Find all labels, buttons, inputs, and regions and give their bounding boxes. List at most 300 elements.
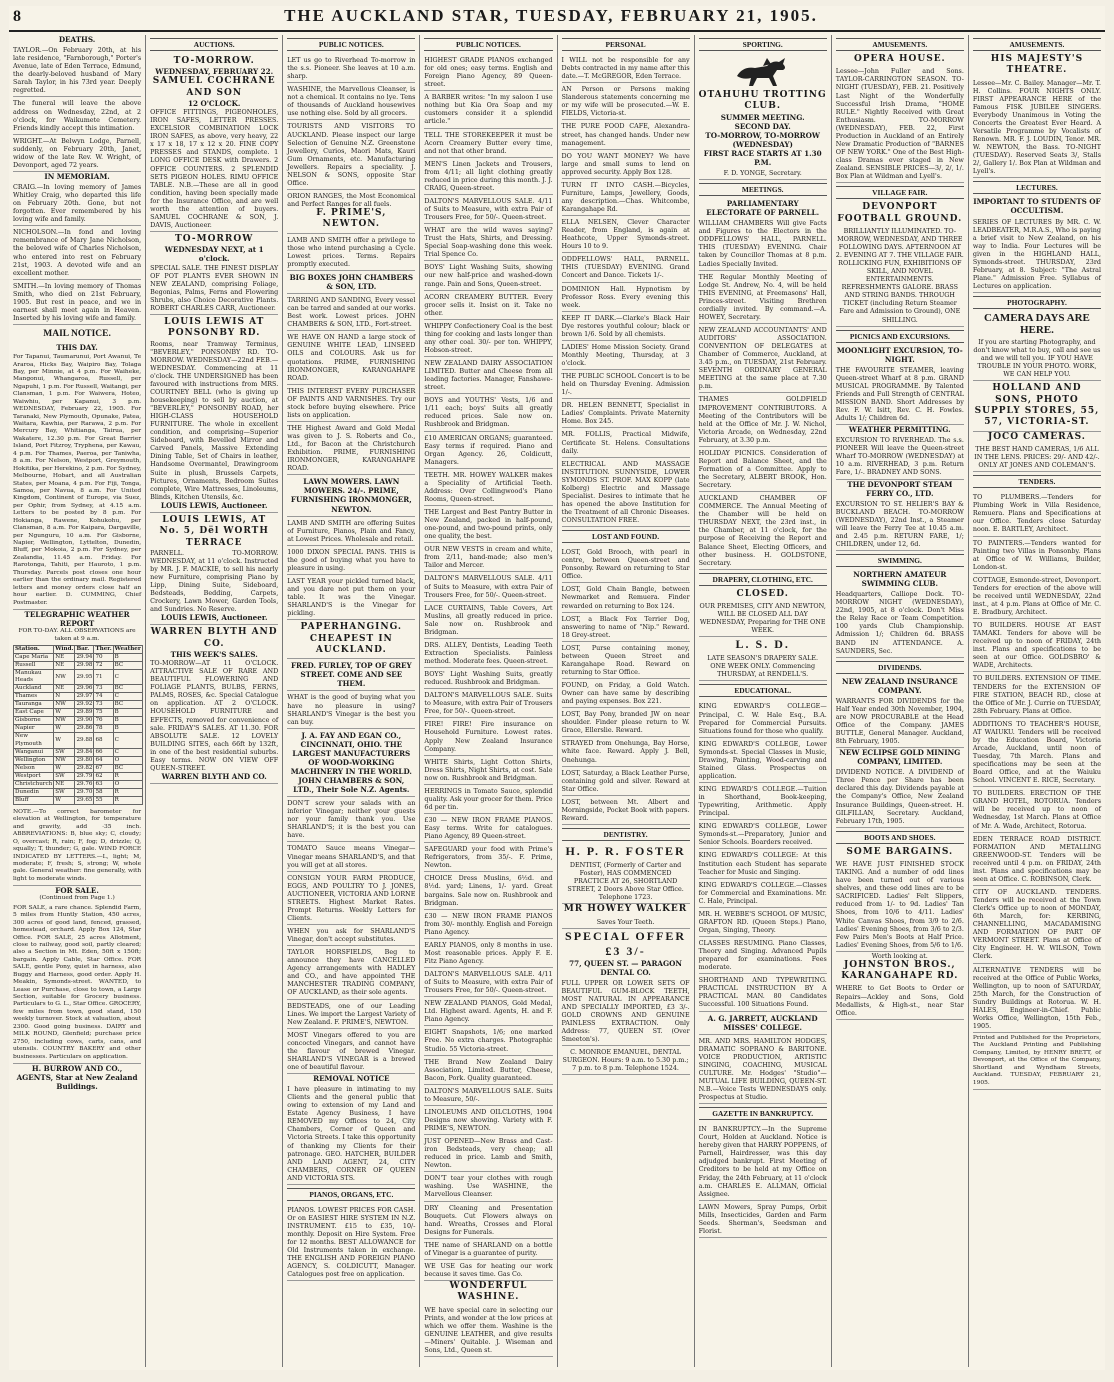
weather-cell: 29.76 [76, 780, 93, 787]
pianos-notice: PIANOS. LOWEST PRICES FOR CASH. Or on EASIEST HIRE SYSTEM IN N.Z. INSTRUMENT. £15 to £35, 10/- monthly. Deposit on Hire System. Free for 12 months. BEST ALLOWANCE for Old Instruments taken in exchange. THE ENGLISH AND FOREIGN PIANO AGENCY, S. COLDICUTT, Manager. Catalogues post free on application. [287, 1204, 415, 1282]
weather-cell: R [113, 796, 142, 804]
weather-cell: 29.90 [76, 717, 93, 724]
weather-row [14, 685, 143, 693]
notice: LAWN MOWERS. LAWN MOWERS. 24/-. PRIME, FURNISHING IRONMONGER, NEWTON. [287, 475, 415, 516]
notice: DRS. ALLEY, Dentists, Leading Teeth Extraction Specialists. Painless method. Moderate fees. Queen-street. [424, 639, 552, 668]
nz-insurance-body: WARRANTS FOR DIVIDENDS for the Half Year ended 30th November, 1904, are NOW PROCURABLE at the Head Office of the Company. JAMES BUTTLE, General Manager. Auckland, 8th February, 1905. [836, 695, 964, 748]
lost-notice: STRAYED from Onehunga, Bay Horse, white face. Reward. Apply J. Bell, Onehunga. [562, 737, 690, 766]
notice: LAST YEAR your pickled turned black, and you dare not put them on your table. It was the Vinegar. SHARLAND'S is the Vinegar for pickling. [287, 575, 415, 620]
boots-heading: BOOTS AND SHOES. [836, 831, 964, 844]
auction-title: TO-MORROW. [173, 56, 255, 66]
auction-body: PARNELL. TO-MORROW. WEDNESDAY, at 11 o'clock. Instructed by MR. J. F. MACKIE, to sell his nearly new Furniture, comprising Piano by Lipp, Dining Suite, Sideboard, Bedsteads, Bedding, Carpets, Crockery, Lawn Mower, Garden Tools, and Sundries. No Reserve. [150, 548, 279, 614]
notice: THE Largest and Best Pantry Butter in New Zealand, packed in half-pound, one-pound, and two-pound prints, only one quality, the best. [424, 506, 552, 543]
weather-cell: 75 [94, 709, 113, 717]
personal-notice: ELLA NELSEN, Clever Character Reader, from England, is again at Heathcote, Upper Symonds-street. Hours 10 to 9. [562, 216, 690, 253]
lost-found-heading: LOST AND FOUND. [562, 530, 690, 543]
weather-cell: 29.97 [76, 693, 93, 700]
personal-notice: AN Person or Persons making Slanderous statements concerning me or my wife will be prosecuted.—W. E. FIELDS, Victoria-st. [562, 83, 690, 120]
bargains-heading: SOME BARGAINS. [846, 846, 954, 857]
weather-cell: 66 [94, 748, 113, 756]
dividends-heading: DIVIDENDS. [836, 661, 964, 674]
weather-cell: 71 [94, 670, 113, 685]
weather-cell: 29.82 [76, 764, 93, 771]
auction-body: OFFICE FITTINGS, PIGEONHOLES, IRON SAFES, LETTER PRESSES. EXCELSIOR COMBINATION LOCK IRON SAFES, as above, very heavy, 22 x 17 x 18, 17 x 12 x 20. FINE COPY PRESSES and STANDS, complete. 1 LONG OFFICE DESK with Drawers. 2 OFFICE COUNTERS. 2 SPLENDID SETS PIGEON HOLES. RIMU OFFICE TABLE. N.B.—These are all in good condition, having been specially made for the Insurance Office, and are well worth the attention of buyers. SAMUEL COCHRANE & SON, J. DAVIS, Auctioneer. [150, 108, 279, 229]
personal-notice: I WILL not be responsible for any Debts contracted in my name after this date.—T. McGREGOR, Eden Terrace. [562, 54, 690, 83]
notice: ORION RANGES, the Most Economical and Perfect Ranges for all fuels. [287, 191, 416, 208]
personal-notice: LADIES' Home Mission Society. Grand Monthly Meeting, Thursday, at 3 o'clock. [562, 341, 690, 370]
lsd-heading: L. S. D. [735, 637, 790, 652]
weather-cell: 63 [94, 780, 113, 788]
notice: SAFEGUARD your food with Prime's Refrigerators, from 35/-. F. Prime, Newton. [424, 843, 552, 872]
notice: DALTON'S MARVELLOUS SALE. 4/11 of Suits to Measure, with extra Pair of Trousers Free, for 50/-. Queen-street. [424, 572, 552, 601]
meeting-notice: NEW ZEALAND ACCOUNTANTS' AND AUDITORS' ASSOCIATION. CONVENTION OF DELEGATES at Chamber of Commerce, Auckland, at 3.45 p.m., on TUESDAY, 21st February. SEVENTH ORDINARY GENERAL MEETING at the same place at 7.30 p.m. [699, 324, 827, 394]
weather-cell: NE [54, 780, 75, 788]
lectures-heading: LECTURES. [973, 181, 1101, 194]
notice: LACE CURTAINS, Table Covers, Art Muslins, all greatly reduced in price. Sale now on. Rushbrook and Bridgman. [424, 602, 552, 639]
notice: OUR NEW VESTS in cream and white, from 2/11, hand-made; also men's Tailor and Mercer. [424, 543, 552, 572]
weather-cell: Thames [14, 693, 54, 701]
meeting-body: WILLIAM CHAMBERS Will give Facts and Figures to the Electors in the ODDFELLOWS' HALL, PARNELL. THIS (TUESDAY) EVENING. Chair taken by Councillor Thomas at 8 p.m. Ladies Specially Invited. [699, 217, 827, 270]
weather-table [13, 645, 143, 805]
auction-body: Rooms, near Tramway Terminus, "BEVERLEY," PONSONBY RD. TO-MORROW. WEDNESDAY—22nd FEB.—WEDNESDAY. Commencing at 11 o'clock. THE UNDERSIGNED has been favoured with instructions from MRS. COURTNEY BELL (who is giving up housekeeping) to sell by auction, at "BEVERLEY," PONSONBY ROAD, her HIGH-CLASS HOUSEHOLD FURNITURE. The whole in excellent condition, and comprising—Superior Sideboard, with Bevelled Mirror and Carved Panels, Massive Extending Dining Table, Set of Chairs in leather, Handsome Overmantel, Drawingroom Suite in plush, Brussels Carpets, Pictures, Ornaments, Bedroom Suites complete, Wire Mattresses, Linoleums, Blinds, Kitchen Utensils, &c. [150, 339, 279, 501]
weather-cell: W [54, 796, 75, 804]
memoriam-notice: CRAIG.—In loving memory of James Whitley Craig, who departed this life on February 20th. Gone, but not forgotten. Ever remembered by his loving wife and family. [13, 181, 141, 226]
lost-notice: LOST, Bay Pony, branded JW on near shoulder. Finder please return to W. Grace, Ellerslie. Reward. [562, 708, 690, 737]
special-offer-heading: SPECIAL OFFER [565, 928, 687, 943]
weather-cell: 29.98 [76, 662, 93, 669]
death-notice: TAYLOR.—On February 20th, at his late residence, "Farnborough," Porter's Avenue, late of Eden Terrace, Edmund, the dearly-beloved husband of Mary Sarah Taylor, in his 73rd year. Deeply regretted. [13, 44, 141, 97]
weather-cell: SW [54, 788, 75, 796]
swimming-club: NORTHERN AMATEUR SWIMMING CLUB. [853, 570, 947, 589]
notice: NEW ZEALAND DAIRY ASSOCIATION LIMITED. Butter and Cheese from all leading factories. Manager, Fanshawe-street. [424, 357, 552, 394]
educational-notice: KING EDWARD'S COLLEGE, Lower Symonds-st. Special Classes in Music, Drawing, Painting, Wood-carving and Stained Glass. Prospectus on application. [699, 738, 827, 783]
weather-col-header: Station. [14, 645, 54, 653]
auction-time: 12 O'CLOCK. [187, 99, 241, 109]
personal-notice: ODDFELLOWS' HALL, PARNELL. THIS (TUESDAY) EVENING. Grand Concert and Dance. Tickets 1/-. [562, 253, 690, 282]
personal-notice: KEEP IT DARK.—Clarke's Black Hair Dye restores youthful colour; black or brown 1/6. Sold by all chemists. [562, 312, 690, 341]
bargains-body: WE HAVE JUST FINISHED STOCK TAKING. And a number of odd lines have been turned out of various shelves, and these odd lines are to be SACRIFICED. Ladies' Felt Slippers, reduced from 1/- to 9d. Ladies' Tan Shoes, from 10/6 to 4/11. Ladies' White Canvas Shoes, from 3/9 to 2/6. Ladies' Evening Shoes, from 3/6 to 2/3. Few Pairs Men's Boots at Half Price. Ladies' Evening Shoes, from 5/6 to 1/6. [836, 858, 964, 952]
lost-notice: LOST, a Black Fox Terrier Dog, answering to name of "Nip." Reward. 18 Grey-street. [562, 613, 690, 642]
weather-cell: 29.96 [76, 685, 93, 692]
notice: ACORN CREAMERY BUTTER. Every grocer sells it. Insist on it. Take no other. [424, 291, 552, 320]
notice: TELL THE STOREKEEPER it must be Acorn Creamery Butter every time, and not that other brand. [424, 129, 552, 158]
notice: HERRINGS in Tomato Sauce, splendid quality. Ask your grocer for them. Price 6d per tin. [424, 785, 552, 814]
tender-notice: ADDITIONS TO TEACHER'S HOUSE, AT WAIUKU. Tenders will be received by the Education Board, Victoria Arcade, Auckland, until noon of Tuesday, 7th March. Plans and specifications may be seen at the Board Office, and at the Waiuku School. VINCENT E. RICE, Secretary. [973, 718, 1101, 788]
weather-cell: Nelson [14, 764, 54, 772]
notice: A BARBER writes: "In my saloon I use nothing but Kia Ora Soap and my customers consider it a splendid article." [424, 91, 552, 128]
notice: LET us go to Riverhead To-morrow in the s.s. Pioneer. She leaves at 10 a.m. sharp. [287, 54, 415, 83]
page-number: 8 [13, 8, 21, 25]
weather-report-sub: FOR TO-DAY. ALL OBSERVATIONS are taken at 9 a.m. [18, 628, 136, 642]
swimming-body: Headquarters, Calliope Dock. TO-MORROW NIGHT (WEDNESDAY), 22nd, 1905, at 8 o'clock. Don't Miss the Relay Race or Team Competition. 100 yards Club Championship. Admission 1/; Children 6d. BRASS BAND IN ATTENDANCE. A. SAUNDERS, Sec. [836, 588, 964, 658]
memoriam-notice: NICHOLSON.—In fond and loving remembrance of Mary Jane Nicholson, the beloved wife of Charles Nicholson, who entered into rest on February 21st, 1903. A devoted wife and an excellent mother. [13, 226, 141, 279]
educational-notice: KING EDWARD'S COLLEGE—Principal, C. W. Hale Esq., B.A. Prepared for Commercial Pursuits. Situations found for those who qualify. [699, 700, 827, 737]
auction-body: TO-MORROW—AT 11 O'CLOCK. ATTRACTIVE SALE OF RARE AND BEAUTIFUL FLOWERING AND FOLIAGE PLANTS, BULBS, FERNS, PALMS, ROSES, &c. Special Catalogue on application. AT 2 O'CLOCK. HOUSEHOLD FURNITURE and EFFECTS, removed for convenience of sale. FRIDAY'S SALES. AT 11.30. FOR ABSOLUTE SALE. 12 LOVELY BUILDING SITES, each 66ft by 132ft, in one of the best residential suburbs. Easy terms. NOW ON VIEW OFF QUEEN-STREET. [150, 659, 279, 772]
weather-permitting: WEATHER PERMITTING. [848, 425, 951, 435]
weather-cell: Tauranga [14, 701, 54, 709]
weather-cell: NW [54, 670, 75, 685]
weather-cell: C [113, 693, 142, 701]
lawn-notice: LAWN Mowers, Spray Pumps, Orbit Mills, Insecticides, Garden and Farm Seeds. Sherman's, Seedsman and Florist. [699, 1201, 827, 1238]
weather-row [14, 764, 143, 772]
notice: DON'T tear your clothes with rough washing. Use WASHINE, the Marvellous Cleanser. [424, 1172, 552, 1201]
mail-notice-body: For Tapanui, Taumarunui, Port Awanui, Te Araroa, Hicks Bay, Waipiro Bay, Tolaga Bay, per Minnie, at 4 p.m. For Waiheke, Mangonui, Whangaroa, Russell, per Ngapuhi, 1 p.m. For Russell, Waitangi, per Clansman, 1 p.m. For Waiwera, Hoteo, Waiwhiu, per Kapanui, 3 p.m. WEDNESDAY, February 22, 1905. For Taranaki, New Plymouth, Opunake, Patea, Waitara, Kawhia, per Rarawa, 2 p.m. For Mercury Bay, Whitianga, Tairua, per Wakatere, 12.30 p.m. For Great Barrier Island, Port Fitzroy, Tryphena, per Kawau, 4 p.m. For Thames, Paeroa, per Taniwha, 8 a.m. For Nelson, Westport, Greymouth, Hokitika, per Herekino, 2 p.m. For Sydney, Melbourne, Hobart, and all Australian States, per Moana, 4 p.m. For Fiji, Tonga, Samoa, per Navua, 8 a.m. For United Kingdom, Continent of Europe, via Suez, per Ophir, from Sydney, at 4.15 a.m. Letters to be posted by 8 p.m. For Hokianga, Rawene, Kohukohu, per Clansman, 8 a.m. For Kaipara, Dargaville, per Ngunguru, 10 a.m. For Gisborne, Napier, Wellington, Lyttelton, Dunedin, Bluff, per Mokoia, 2 p.m. For Sydney, per Zealandia, 11.45 a.m. Friday. For Rarotonga, Tahiti, per Hauroto, 1 p.m. Thursday. Parcels post closes one hour earlier than the ordinary mail. Registered letters and money orders close half an hour earlier. D. CUMMING, Chief Postmaster. [13, 352, 141, 610]
weather-cell: W [54, 764, 75, 772]
weather-cell: Auckland [14, 685, 54, 693]
meeting-notice: THAMES GOLDFIELD IMPROVEMENT CONTRIBUTORS. A Meeting of the Contributors will be held at the Office of Mr. J. W. Nichol, Victoria Arcade, on Wednesday, 22nd February, at 3.30 p.m. [699, 393, 827, 446]
notice: WE HAVE ON HAND a large stock of GENUINE WHITE LEAD, LINSEED OILS and COLOURS. Ask us for quotations. PRIME, FURNISHING IRONMONGER, KARANGAHAPE ROAD. [287, 331, 415, 384]
educational-notice: CLASSES RESUMING. Piano Classes, Theory and Singing. Advanced Pupils prepared for examinations. Fees moderate. [699, 937, 827, 974]
amusements-heading: AMUSEMENTS. [973, 38, 1101, 51]
weather-cell: O [113, 756, 142, 764]
weather-row [14, 788, 143, 796]
meetings-heading: MEETINGS. [699, 183, 827, 196]
weather-cell: SW [54, 772, 75, 780]
notice: DON'T screw your salads with an inferior Vinegar; neither your guests nor your family thank you. Use SHARLAND'S; it is the best you can have. [287, 797, 415, 842]
weather-cell: Bluff [14, 796, 54, 804]
notice: BIG BOXES JOHN CHAMBERS & SON, LTD. [287, 271, 415, 294]
notice: MOST Vinegars offered to you are concocted Vinegars, and cannot have the flavour of brewed Vinegar. SHARLAND'S VINEGAR is a brewed one of beautiful flavour. [287, 1029, 415, 1074]
joco-body: THE BEST HAND CAMERAS, 1/6 ALL IN THE LENS. PRICES: 29/- AND 42/-. ONLY AT JONES AND COLEMAN'S. [973, 443, 1101, 472]
weather-cell: C [113, 748, 142, 756]
for-sale-body: FOR SALE, a rare chance. Splendid Farm, 5 miles from Huntly Station, 450 acres, 300 acres of good land, fenced, grassed, homestead, orchard. Apply Box 124, Star Office. FOR SALE, 25 acres Allotment, close to railway, good soil, partly cleared; also a Section in Mt. Eden, 50ft x 150ft; bargain. Apply Cable, Star Office. FOR SALE, gentle Pony, quiet in harness, also Buggy and Harness, good order. Apply H. Meakin, Symonds-street. WANTED, to Lease or Purchase, close to town, a Large Section, suitable for Grocery business. Particulars to G. L., Star Office. GROCERY, few miles from town, good stand, 150 weekly turnover. Stock at valuation, about 2300. Good going business. DAIRY and MILK ROUND, Glenfield; purchase price 2750, including cows, carts, cans, and utensils. COUNTRY BAKERY and other businesses. Particulars on application. [13, 903, 141, 1064]
weather-cell: 29.88 [75, 733, 94, 748]
notice: WHITE Shirts, Light Cotton Shirts, Dress Shirts, Night Shirts, at cost. Sale now on. Rushbrook and Bridgman. [424, 756, 552, 785]
notice: FIRE! FIRE! Fire insurance on Household Furniture. Lowest rates. Apply New Zealand Insurance Company. [424, 718, 552, 755]
dentist-name: H. P. R. FOSTER [565, 843, 686, 858]
auction-firm: LOUIS LEWIS, AT No. 5, Dël WORTH TERRACE [159, 514, 269, 548]
weather-cell: N [54, 693, 75, 701]
weather-cell: 72 [94, 662, 113, 670]
weather-cell: SW [54, 748, 75, 756]
jarrett-notice: A. G. JARRETT, AUCKLAND MISSES' COLLEGE. [699, 1012, 827, 1035]
personal-notice: DOMINION Hall. Hypnotism by Professor Ross. Every evening this week. [562, 283, 690, 312]
column-5 [558, 35, 695, 1367]
weather-cell: NW [54, 701, 75, 709]
weather-cell: 29.94 [76, 653, 93, 660]
notice: DALTON'S MARVELLOUS SALE. 4/11 of Suits to Measure, with extra Pair of Trousers Free, for 50/-. Queen-street. [424, 195, 552, 224]
weather-cell: 29.65 [76, 796, 93, 803]
gold-mining: NEW ECLIPSE GOLD MINING COMPANY, LIMITED. [839, 748, 961, 767]
photography-heading: PHOTOGRAPHY. [973, 296, 1101, 309]
auction-firm: WARREN BLYTH AND CO. [150, 627, 278, 649]
notice: DRY Cleaning and Presentation Bouquets. Cut Flowers always on hand. Wreaths, Crosses and Floral Designs for Funerals. [424, 1202, 552, 1239]
trotting-time: FIRST RACE STARTS AT 1.30 P.M. [703, 148, 822, 167]
racehorse-icon [733, 54, 793, 88]
weather-cell: BC [113, 662, 142, 670]
meeting-notice: AUCKLAND CHAMBER OF COMMERCE. The Annual Meeting of the Chamber will be held on THURSDAY NEXT, the 23rd inst., in the Chamber, at 11 o'clock, for the purpose of Receiving the Report and Balance Sheet, Electing Officers, and other business. H. GOLDSTONE, Secretary. [699, 492, 827, 570]
notice: LAMB AND SMITH are offering Suites of Furniture, Pianos, Plain and Fancy, at Lowest Prices. Wholesale and retail. [287, 517, 415, 546]
tender-notice: TO PLUMBERS.—Tenders for Plumbing Work in Villa Residence, Remuera. Plans and Specifications at our Office. Tenders close Saturday noon. E. BARTLEY, Architect. [973, 491, 1101, 536]
weather-cell: W [54, 725, 75, 733]
dentistry-heading: DENTISTRY. [562, 828, 690, 841]
deaths-heading: DEATHS. [58, 35, 96, 44]
weather-cell: 29.92 [76, 701, 93, 708]
notice-signature: F. PRIME'S, NEWTON. [316, 208, 387, 230]
weather-cell: BC [113, 685, 142, 693]
camera-days: CAMERA DAYS ARE HERE. [983, 312, 1090, 337]
educational-notice: MR. H. WEBBE'S SCHOOL OF MUSIC, GRAFTON RD. (Queen Steps.) Piano, Organ, Singing, Theory. [699, 908, 827, 937]
death-notice: WRIGHT.—At Belwyn Lodge, Parnell, suddenly, on February 20th, Janet, widow of the late Rev. W. Wright, of Devonport, aged 72 years. [13, 135, 141, 172]
worth-looking: Worth looking at. [871, 951, 928, 960]
weather-cell: 64 [94, 756, 113, 764]
educational-notice: KING EDWARD'S COLLEGE.—Tuition in Shorthand, Book-keeping, Typewriting, Arithmetic. Apply Principal. [699, 783, 827, 820]
lost-notice: LOST, between Mt. Albert and Morningside, Pocket Book with papers. Reward. [562, 796, 690, 825]
weather-cell: Russell [14, 662, 54, 670]
weather-cell: NE [54, 662, 75, 670]
weather-cell: W [54, 733, 75, 748]
notice: £30 — NEW IRON FRAME PIANOS. Easy terms. Write for catalogues. Piano Agency, 89 Queen-street. [424, 814, 552, 843]
weather-note: NOTE.—To correct barometer for elevation at Wellington, for temperature and gravity, add ·35 inch. ABBREVIATIONS: B, blue sky; C, cloudy; O, overcast; R, rain; F, fog; D, drizzle; Q, squally; T, thunder; G, gale. WIND FORCE INDICATED BY LETTERS.—L, light; M, moderate; F, fresh; S, strong; W, whole gale. General weather: fine generally, with light to moderate winds. [13, 807, 141, 886]
for-sale-sub: (Continued from Page 1.) [39, 895, 115, 902]
notice: THE name of SHARLAND on a bottle of Vinegar is a guarantee of purity. [424, 1239, 552, 1260]
notice: DALTON'S MARVELLOUS SALE. 4/11 of Suits to Measure, with extra Pair of Trousers Free, for 50/-. Queen-street. [424, 968, 552, 997]
weather-cell: Manukau Heads [14, 670, 54, 685]
trotting-day: SECOND DAY. [734, 121, 791, 131]
column-6 [695, 35, 832, 1367]
his-majestys: HIS MAJESTY'S THEATRE. [990, 54, 1084, 76]
weather-row [14, 662, 143, 670]
weather-cell: 29.70 [76, 788, 93, 795]
weather-cell: Dunedin [14, 788, 54, 796]
column-4 [420, 35, 557, 1367]
weather-row [14, 780, 143, 788]
weather-cell: Napier [14, 725, 54, 733]
notice: LAMB AND SMITH offer a privilege to those who intend purchasing a Cycle. Lowest prices. Terms. Repairs promptly executed. [287, 234, 415, 271]
weather-cell: Westport [14, 772, 54, 780]
notice: TOMATO Sauce means Vinegar—Vinegar means SHARLAND'S, and that you will get at all stores. [287, 842, 415, 871]
weather-row [14, 733, 143, 748]
personal-notice: THE PURE FOOD CAFE, Alexandra-street, has changed hands. Under new management. [562, 120, 690, 149]
auction-body: SPECIAL SALE. THE FINEST DISPLAY OF POT PLANTS EVER SHOWN IN NEW ZEALAND, comprising Foliage, Begonias, Palms, Ferns and Flowering Shrubs, also Choice Decorative Plants. ROBERT CHARLES CARR, Auctioneer. [150, 263, 279, 312]
moonlight-heading: MOONLIGHT EXCURSION, TO-NIGHT. [836, 345, 963, 364]
weather-cell: Christchurch [15, 780, 53, 787]
sporting-heading: SPORTING. [699, 38, 827, 51]
emanuel-notice: C. MONROE EMANUEL, DENTAL SURGEON. Hours: 9 a.m. to 5.30 p.m.; 7 p.m. to 8 p.m. Telephone 1524. [562, 1046, 690, 1075]
weather-row [14, 796, 143, 804]
notice: BEDSTEADS, one of our Leading Lines. We import the Largest Variety of New Zealand. F. PRIME'S, NEWTON. [287, 1000, 415, 1029]
for-sale-heading: FOR SALE. [55, 886, 99, 896]
weather-col-header: Ther. [95, 645, 112, 652]
notice: HIGHEST GRADE PIANOS exchanged for old ones; easy terms. English and Foreign Piano Agency, 89 Queen-street. [424, 54, 552, 91]
column-7 [832, 35, 969, 1367]
weather-cell: C [113, 670, 142, 685]
his-majestys-body: Lessee—Mr. C. Bailey. Manager—Mr. T. H. Collins. FOUR NIGHTS ONLY. FIRST APPEARANCE HERE of the Famous FISK JUBILEE SINGERS. Everybody Unanimous in Voting the Concerts the Greatest Ever Heard. A Versatile Programme by Vocalists of Renown. MR. F. J. LOUDIN, Tenor. MR. W. NEWTON, the Bass. TO-NIGHT (TUESDAY). Reserved Seats 3/, Stalls 2/, Gallery 1/. Box Plan at Wildman and Lyell's. [973, 77, 1101, 179]
dentist-body: DENTIST, (Formerly of Carter and Foster), HAS COMMENCED PRACTICE AT 26, SHORTLAND STREET, 2 Doors Above Star Office. Telephone 1723. [562, 859, 690, 904]
notice: CONSIGN YOUR FARM PRODUCE, EGGS, AND POULTRY TO J. JONES, AUCTIONEER, VICTORIA AND LORNE STREETS. Highest Market Rates. Prompt Returns. Weekly Letters for Clients. [287, 872, 415, 925]
notice: FRED. FURLEY, TOP OF GREY STREET. COME AND SEE THEM. [287, 659, 415, 691]
trotting-signature: F. D. YONGE, Secretary. [699, 167, 827, 180]
notice: TARRING AND SANDING, Every vessel can be tarred and sanded at our works. Best work. Lowest prices. JOHN CHAMBERS & SON, LTD., Fort-street. [287, 294, 415, 331]
weather-row [14, 756, 143, 764]
notice: TAYLOR HORSFIELDS, Beg to announce they have CANCELLED Agency arrangements with HADLEY and CO., and have appointed THE MANCHESTER TRADING COMPANY, OF AUCKLAND, as their sole agents. [287, 946, 415, 999]
weather-cell: B [113, 653, 142, 661]
notice: JUST OPENED—New Brass and Cast-iron Bedsteads, very cheap; all reduced in price. Lamb and Smith, Newton. [424, 1135, 552, 1172]
swimming-heading: SWIMMING. [836, 554, 964, 567]
column-3 [283, 35, 420, 1367]
column-8 [969, 35, 1105, 1367]
educational-heading: EDUCATIONAL. [699, 684, 827, 697]
trotting-date: TO-MORROW, TO-MORROW (WEDNESDAY) [705, 130, 820, 149]
public-notices-heading: PUBLIC NOTICES. [424, 38, 552, 51]
notice: DALTON'S MARVELLOUS SALE. Suits to Measure, with extra Pair of Trousers Free, for 50/-. Queen-street. [424, 689, 552, 718]
weather-cell: 73 [94, 701, 113, 709]
auction-title: TO-MORROW [175, 234, 254, 245]
weather-cell: 73 [94, 685, 113, 693]
camera-body: If you are starting Photography, and don't know what to buy, call and see us and we will tell you. IF YOU HAVE TROUBLE IN YOUR PHOTO. WORK, WE CAN HELP YOU. [973, 336, 1101, 381]
tenders-heading: TENDERS. [973, 475, 1101, 488]
weather-col-header: Bar. [75, 645, 94, 653]
mail-day: THIS DAY. [56, 343, 98, 352]
notice: BOYS and YOUTHS' Vests, 1/6 and 1/11 each; boys' Suits all greatly reduced prices. Sale now on. Rushbrook and Bridgman. [424, 394, 552, 431]
personal-notice: TURN IT INTO CASH.—Bicycles, Furniture, Lamps, Jewellery, Goods, any description.—Chas. Whitcombe, Karangahape Rd. [562, 179, 690, 216]
pianos-heading: PIANOS, ORGANS, ETC. [287, 1188, 415, 1201]
personal-notice: THE PUBLIC SCHOOL Concert is to be held on Thursday Evening. Admission 1/-. [562, 370, 690, 399]
tender-notice: EDEN TERRACE ROAD DISTRICT. FORMATION AND METALLING GREENWOOD-ST. Tenders will be received until 4 p.m. on FRIDAY, 24th inst. Plans and specifications may be seen at Office. C. ROBINSON, Clerk. [973, 833, 1101, 886]
weather-cell: 74 [94, 693, 113, 701]
lecture-title: IMPORTANT TO STUDENTS OF OCCULTISM. [973, 197, 1101, 216]
opera-body: Lessee—John Fuller and Sons. TAYLOR-CARRINGTON SEASON. TO-NIGHT (TUESDAY), FEB. 21. Positively Last Night of the Wonderfully Successful Irish Drama, "HOME RULE." Nightly Received with Great Enthusiasm. TO-MORROW (WEDNESDAY), FEB. 22, First Production in Auckland of an Entirely New Dramatic Production of "BARNES OF NEW YORK." One of the Best High-class Dramas ever staged in New Zealand. SENSIBLE PRICES—3/, 2/, 1/. Box Plan at Wildman and Lyell's. [836, 65, 964, 183]
tender-notice: TO PAINTERS.—Tenders wanted for Painting two Villas in Ponsonby. Plans at Office of W. Williams, Builder, London-st. [973, 537, 1101, 574]
village-fair-heading: VILLAGE FAIR. [836, 186, 964, 199]
washine-heading: WONDERFUL WASHINE. [449, 1281, 528, 1303]
special-offer-body: FULL UPPER OR LOWER SETS OF BEAUTIFUL GUM-BLOCK TEETH, MOST NATURAL IN APPEARANCE AND SPECIALLY IMPORTED, £3 3/-. GOLD CROWNS AND GENUINE PAINLESS EXTRACTION. Only Address: 77, QUEEN ST. (Over Smeeton's). [562, 977, 690, 1047]
notice: J. A. FAY AND EGAN CO., CINCINNATI, OHIO. THE LARGEST MANUFACTURERS OF WOOD-WORKING MACHINERY IN THE WORLD. JOHN CHAMBERS & SON, LTD., Their Sole N.Z. Agents. [287, 729, 415, 797]
notice: WHEN you ask for SHARLAND'S Vinegar, don't accept substitutes. [287, 925, 415, 946]
drapery-heading: DRAPERY, CLOTHING, ETC. [699, 573, 827, 586]
auction-date: WEDNESDAY, FEBRUARY 22. [155, 67, 274, 77]
weather-cell: 78 [94, 725, 113, 733]
weather-cell: New Plymouth [14, 733, 54, 748]
weather-cell: 29.89 [76, 709, 93, 716]
weather-cell: 29.95 [75, 670, 94, 685]
weather-cell: NE [54, 685, 75, 693]
tender-notice: TO BUILDERS. HOUSE AT EAST TAMAKI. Tenders for above will be received up to noon of FRIDAY, 24th inst. Plans and specifications to be seen at our Office. GOLDSBRO' & WADE, Architects. [973, 619, 1101, 672]
weather-row [14, 717, 143, 725]
weather-cell: 29.84 [76, 748, 93, 755]
weather-cell: B [113, 725, 142, 733]
gold-mining-body: DIVIDEND NOTICE. A DIVIDEND of Three Pence per Share has been declared this day. Dividends payable at the Company's Office, New Zealand Insurance Buildings, Queen-street. H. GILFILLAN, Secretary. Auckland, February 17th, 1905. [836, 766, 964, 827]
weather-cell: 58 [94, 788, 113, 796]
meeting-notice: THE Regular Monthly Meeting of Lodge St. Andrew, No. 4, will be held THIS EVENING, at Freemasons' Hall, Princes-street. Visiting Brethren cordially invited. By command.—A. HOWEY, Secretary. [699, 271, 827, 324]
riverhead-body: EXCURSION TO RIVERHEAD. The s.s. PIONEER Will leave the Queen-street Wharf TO-MORROW (WEDNESDAY) at 10 a.m. RIVERHEAD, 3 p.m. Return Fare, 1/-. BRADNEY AND SONS. [836, 434, 964, 479]
weather-row [14, 693, 143, 701]
notice: WHAT are the wild waves saying? Trust the Hats, Shirts, and Dressing. Special Soap-washing done this week. Trial Spence Co. [424, 224, 552, 261]
educational-notice: KING EDWARD'S COLLEGE.—Classes for Commercial and Examinations. Mr. C. Hale, Principal. [699, 879, 827, 908]
auction-signature: LOUIS LEWIS, Auctioneer. [160, 613, 268, 623]
imprint: Printed and Published for the Proprietors, The Auckland Printing and Publishing Company, Limited, by HENRY BRETT, of Devonport, at the Office of the Company, Shortland and Wyndham Streets, Auckland. TUESDAY, FEBRUARY 21, 1905. [973, 1033, 1101, 1090]
weather-row [14, 725, 143, 733]
holland-sons: HOLLAND AND SONS, PHOTO SUPPLY STORES, 55, 57, VICTORIA-ST. [973, 381, 1101, 431]
auctions-heading: AUCTIONS. [150, 38, 278, 51]
personal-notice: MR. FOLLIS, Practical Midwife, Certificate St. Helens. Consultations daily. [562, 428, 690, 457]
gazette-notice: IN BANKRUPTCY.—In the Supreme Court, Holden at Auckland. Notice is hereby given that HARRY POPPENS, of Parnell, Hairdresser, was this day adjudged bankrupt. First Meeting of Creditors to be held at my Office on Friday, the 24th February, at 11 o'clock a.m. CHARLES E. ALLMAN, Official Assignee. [699, 1123, 827, 1201]
shorthand-notice: SHORTHAND AND TYPEWRITING. PRACTICAL INSTRUCTION BY A PRACTICAL MAN. 80 Candidates Successful. 100 Situations Found. [699, 974, 827, 1011]
removal-heading: REMOVAL NOTICE [313, 1074, 390, 1084]
weather-row [14, 748, 143, 756]
notice: BOYS' Light Washing Suits, showing our new half-price and washed-down range. Pain and Sons, Queen-street. [424, 261, 552, 290]
weather-cell: Wanganui [14, 748, 54, 756]
weather-cell: Cape Maria [14, 653, 54, 661]
notice: WHAT is the good of buying what you have no pleasure in using? SHARLAND'S Vinegar is the best you can buy. [287, 691, 415, 728]
tender-notice: TO BUILDERS. ERECTION OF THE GRAND HOTEL, ROTORUA. Tenders will be received up to noon of Wednesday, 1st March. Plans at Office of Mr. A. Wade, Architect, Rotorua. [973, 787, 1101, 832]
lost-notice: LOST, Gold Brooch, with pearl in centre, between Queen-street and Ponsonby. Reward on returning to Star Office. [562, 546, 690, 583]
lost-notice: LOST, Saturday, a Black Leather Purse, containing gold and silver. Reward at Star Office. [562, 767, 690, 796]
gazette-heading: GAZETTE IN BANKRUPTCY. [699, 1107, 827, 1120]
notice: BOYS' Light Washing Suits, greatly reduced. Rushbrook and Bridgman. [424, 668, 552, 689]
weather-col-header: Weather [114, 645, 141, 652]
weather-cell: C [113, 733, 142, 748]
notice: WASHINE, the Marvellous Cleanser, is not a chemical. It contains no lye. Tens of thousands of Auckland housewives use nothing else. Sold by all grocers. [287, 83, 415, 120]
weather-cell: 62 [94, 772, 113, 780]
moonlight-body: THE FAVOURITE STEAMER, leaving Queen-street Wharf at 8 p.m. GRAND MUSICAL PROGRAMME. By Talented Friends and Full Strength of CENTRAL MISSION BAND. Short Addresses by Rev. F. W. Isitt, Rev. C. H. Fowles. Adults 1/; Children 6d. [836, 364, 964, 425]
notice: £30 — NEW IRON FRAME PIANOS from 30/- monthly. English and Foreign Piano Agency. [424, 910, 552, 939]
notice: DALTON'S MARVELLOUS SALE. Suits to Measure, 50/-. [424, 1085, 552, 1106]
notice: TEETH. MR. HOWEY WALKER makes a Speciality of Artificial Teeth. Address: Over Collingwood's Piano Rooms, Queen-street. [424, 469, 552, 506]
educational-notice: KING EDWARD'S COLLEGE: At this Institution each Student has separate Teacher for Music and Singing. [699, 849, 827, 878]
meeting-title: PARLIAMENTARY ELECTORATE OF PARNELL. [706, 199, 820, 218]
auction-sub: WEDNESDAY NEXT, at 1 o'clock. [164, 245, 264, 264]
lsd-body: LATE SEASON'S DRAPERY SALE. ONE WEEK ONLY. Commencing THURSDAY, at RENDELL'S. [699, 652, 827, 681]
notice: THE Brand New Zealand Dairy Association, Limited. Butter, Cheese, Bacon, Pork. Quality guaranteed. [424, 1056, 552, 1085]
weather-cell: Wellington [14, 756, 54, 764]
washine-notice: WE have special care in selecting our Prints, and wonder at the low prices at which we offer them. Washine is the GENUINE LEATHER, and give results—Miners' Quitable. J. Wiseman and Sons, Ltd., Queen st. [424, 1304, 552, 1357]
trotting-club: OTAHUHU TROTTING CLUB. [698, 90, 827, 112]
trotting-meeting: SUMMER MEETING. [720, 112, 805, 122]
weather-cell: NW [54, 717, 75, 725]
death-notice: The funeral will leave the above address on Wednesday, 22nd, at 2 o'clock, for Waikumete Cemetery. Friends kindly accept this intimation. [13, 97, 141, 134]
ferry-body: EXCURSION TO ST. HELIER'S BAY & BUCKLAND BEACH. TO-MORROW (WEDNESDAY), 22nd Inst., a Steamer will leave the Ferry Tee at 10.45 a.m. and 2.45 p.m. RETURN FARE, 1/; CHILDREN, under 12, 6d. [836, 498, 964, 551]
johnston-body: WHERE to Get Boots to Order or Repairs—Ackley and Sons, Gold Medallists, & High-st., near Star Office. [836, 982, 964, 1019]
auction-firm: LOUIS LEWIS AT PONSONBY RD. [164, 316, 265, 339]
picnics-heading: PICNICS AND EXCURSIONS. [836, 330, 964, 343]
notice: THE Highest Award and Gold Medal was given to J. S. Roberts and Co., Ltd., for Bacon at the Christchurch Exhibition. PRIME, FURNISHING IRONMONGER, KARANGAHAPE ROAD. [287, 422, 415, 475]
weather-cell: O [113, 780, 142, 788]
weather-cell: NE [54, 653, 75, 661]
devonport-ferry: THE DEVONPORT STEAM FERRY CO., LTD. [847, 479, 953, 498]
special-offer-price: £3 3/- [605, 943, 646, 958]
notice: MEN'S Linen Jackets and Trousers, from 4/11; all light clothing greatly reduced in price during this month. J. J. CRAIG, Queen-street. [424, 158, 552, 195]
column-1 [9, 35, 146, 1367]
newspaper-page [9, 6, 1105, 1370]
hodges-notice: MR. AND MRS. HAMILTON HODGES, DRAMATIC SOPRANO & BARITONE. VOICE PRODUCTION, ARTISTIC SINGING, COACHING, MUSICAL CULTURE. Mr. Hodges' "Studio"—MUTUAL LIFE BUILDING, QUEEN-ST. N.B.—Voice Tests WEDNESDAYS only. Prospectus at Studio. [699, 1035, 827, 1105]
weather-row [14, 701, 143, 709]
removal-notice: I have pleasure in intimating to my Clients and the general public that owing to extension of my Land and Estate Agency Business, I have REMOVED my Offices to 24, City Chambers, Corner of Queen and Victoria Streets. I take this opportunity of thanking my Clients for their patronage. GEO. HATCHER, BUILDER AND LAND AGENT, 24, CITY CHAMBERS, CORNER OF QUEEN AND VICTORIA STS. [287, 1083, 415, 1185]
notice: EARLY PIANOS, only 8 months in use. Most reasonable prices. Apply F. E. Fitz Piano Agency. [424, 939, 552, 968]
amusements-heading: AMUSEMENTS. [836, 38, 964, 51]
tender-notice: CITY OF AUCKLAND. TENDERS. Tenders will be received at the Town Clerk's Office up to noon of MONDAY, 6th March, for: KERBING, CHANNELLING, MACADAMISING AND FORMATION OF PART OF VERMONT STREET. Plans at Office of City Engineer. H. W. WILSON, Town Clerk. [973, 886, 1101, 964]
meeting-notice: HOLIDAY PICNICS. Consideration of Report and Balance Sheet, and the Formation of a Committee. Apply to the Secretary, ALBERT BROOK, Hon. Secretary. [699, 447, 827, 492]
devonport-ground: DEVONPORT FOOTBALL GROUND. [837, 202, 963, 224]
johnston-bros: JOHNSTON BROS., KARANGAHAPE RD. [841, 959, 959, 982]
notice: WHIPPY Confectionery Coal is the best thing for cooking and lasts longer than any other coal. 30/- per ton. WHIPPY, Hobson-street. [424, 320, 552, 357]
dentist-walker: MR HOWEY WALKER [563, 904, 688, 915]
weather-cell: W [54, 709, 75, 717]
public-notices-heading: PUBLIC NOTICES. [287, 38, 415, 51]
weather-cell: 29.80 [76, 756, 93, 763]
weather-cell: R [113, 772, 142, 780]
newspaper-title: THE AUCKLAND STAR, TUESDAY, FEBRUARY 21, 1905. [284, 6, 818, 25]
weather-cell: 29.86 [76, 725, 93, 732]
personal-notice: DO YOU WANT MONEY? We have large and small sums to lend on approved security. Apply Box 128. [562, 150, 690, 179]
personal-heading: PERSONAL [562, 38, 690, 51]
auction-sub: THIS WEEK'S SALES. [170, 650, 258, 660]
notice: NEW ZEALAND PIANOS, Gold Medal, Ltd. Highest award. Agents, H. and F. Piano Agency. [424, 997, 552, 1026]
notice: PAPERHANGING. CHEAPEST IN AUCKLAND. [287, 620, 415, 659]
notice: LINOLEUMS AND OILCLOTHS, 1904 Designs now showing. Variety with F. PRIME'S, NEWTON. [424, 1106, 552, 1135]
notice: CHOICE Dress Muslins, 6½d. and 8½d. yard; Linens, 1/- yard. Great bargains. Sale now on. Rushbrook and Bridgman. [424, 872, 552, 909]
village-fair-body: BRILLIANTLY ILLUMINATED. TO-MORROW, WEDNESDAY, AND THREE FOLLOWING DAYS. AFTERNOON AT 2. EVENING AT 7. THE VILLAGE FAIR. ROLLICKING FUN, EXHIBITIONS OF SKILL, AND NOVEL ENTERTAINMENTS. REFRESHMENTS GALORE. BRASS AND STRING BANDS. THROUGH TICKET (including Return Steamer Fare and Admission to Ground), ONE SHILLING. [836, 225, 964, 327]
